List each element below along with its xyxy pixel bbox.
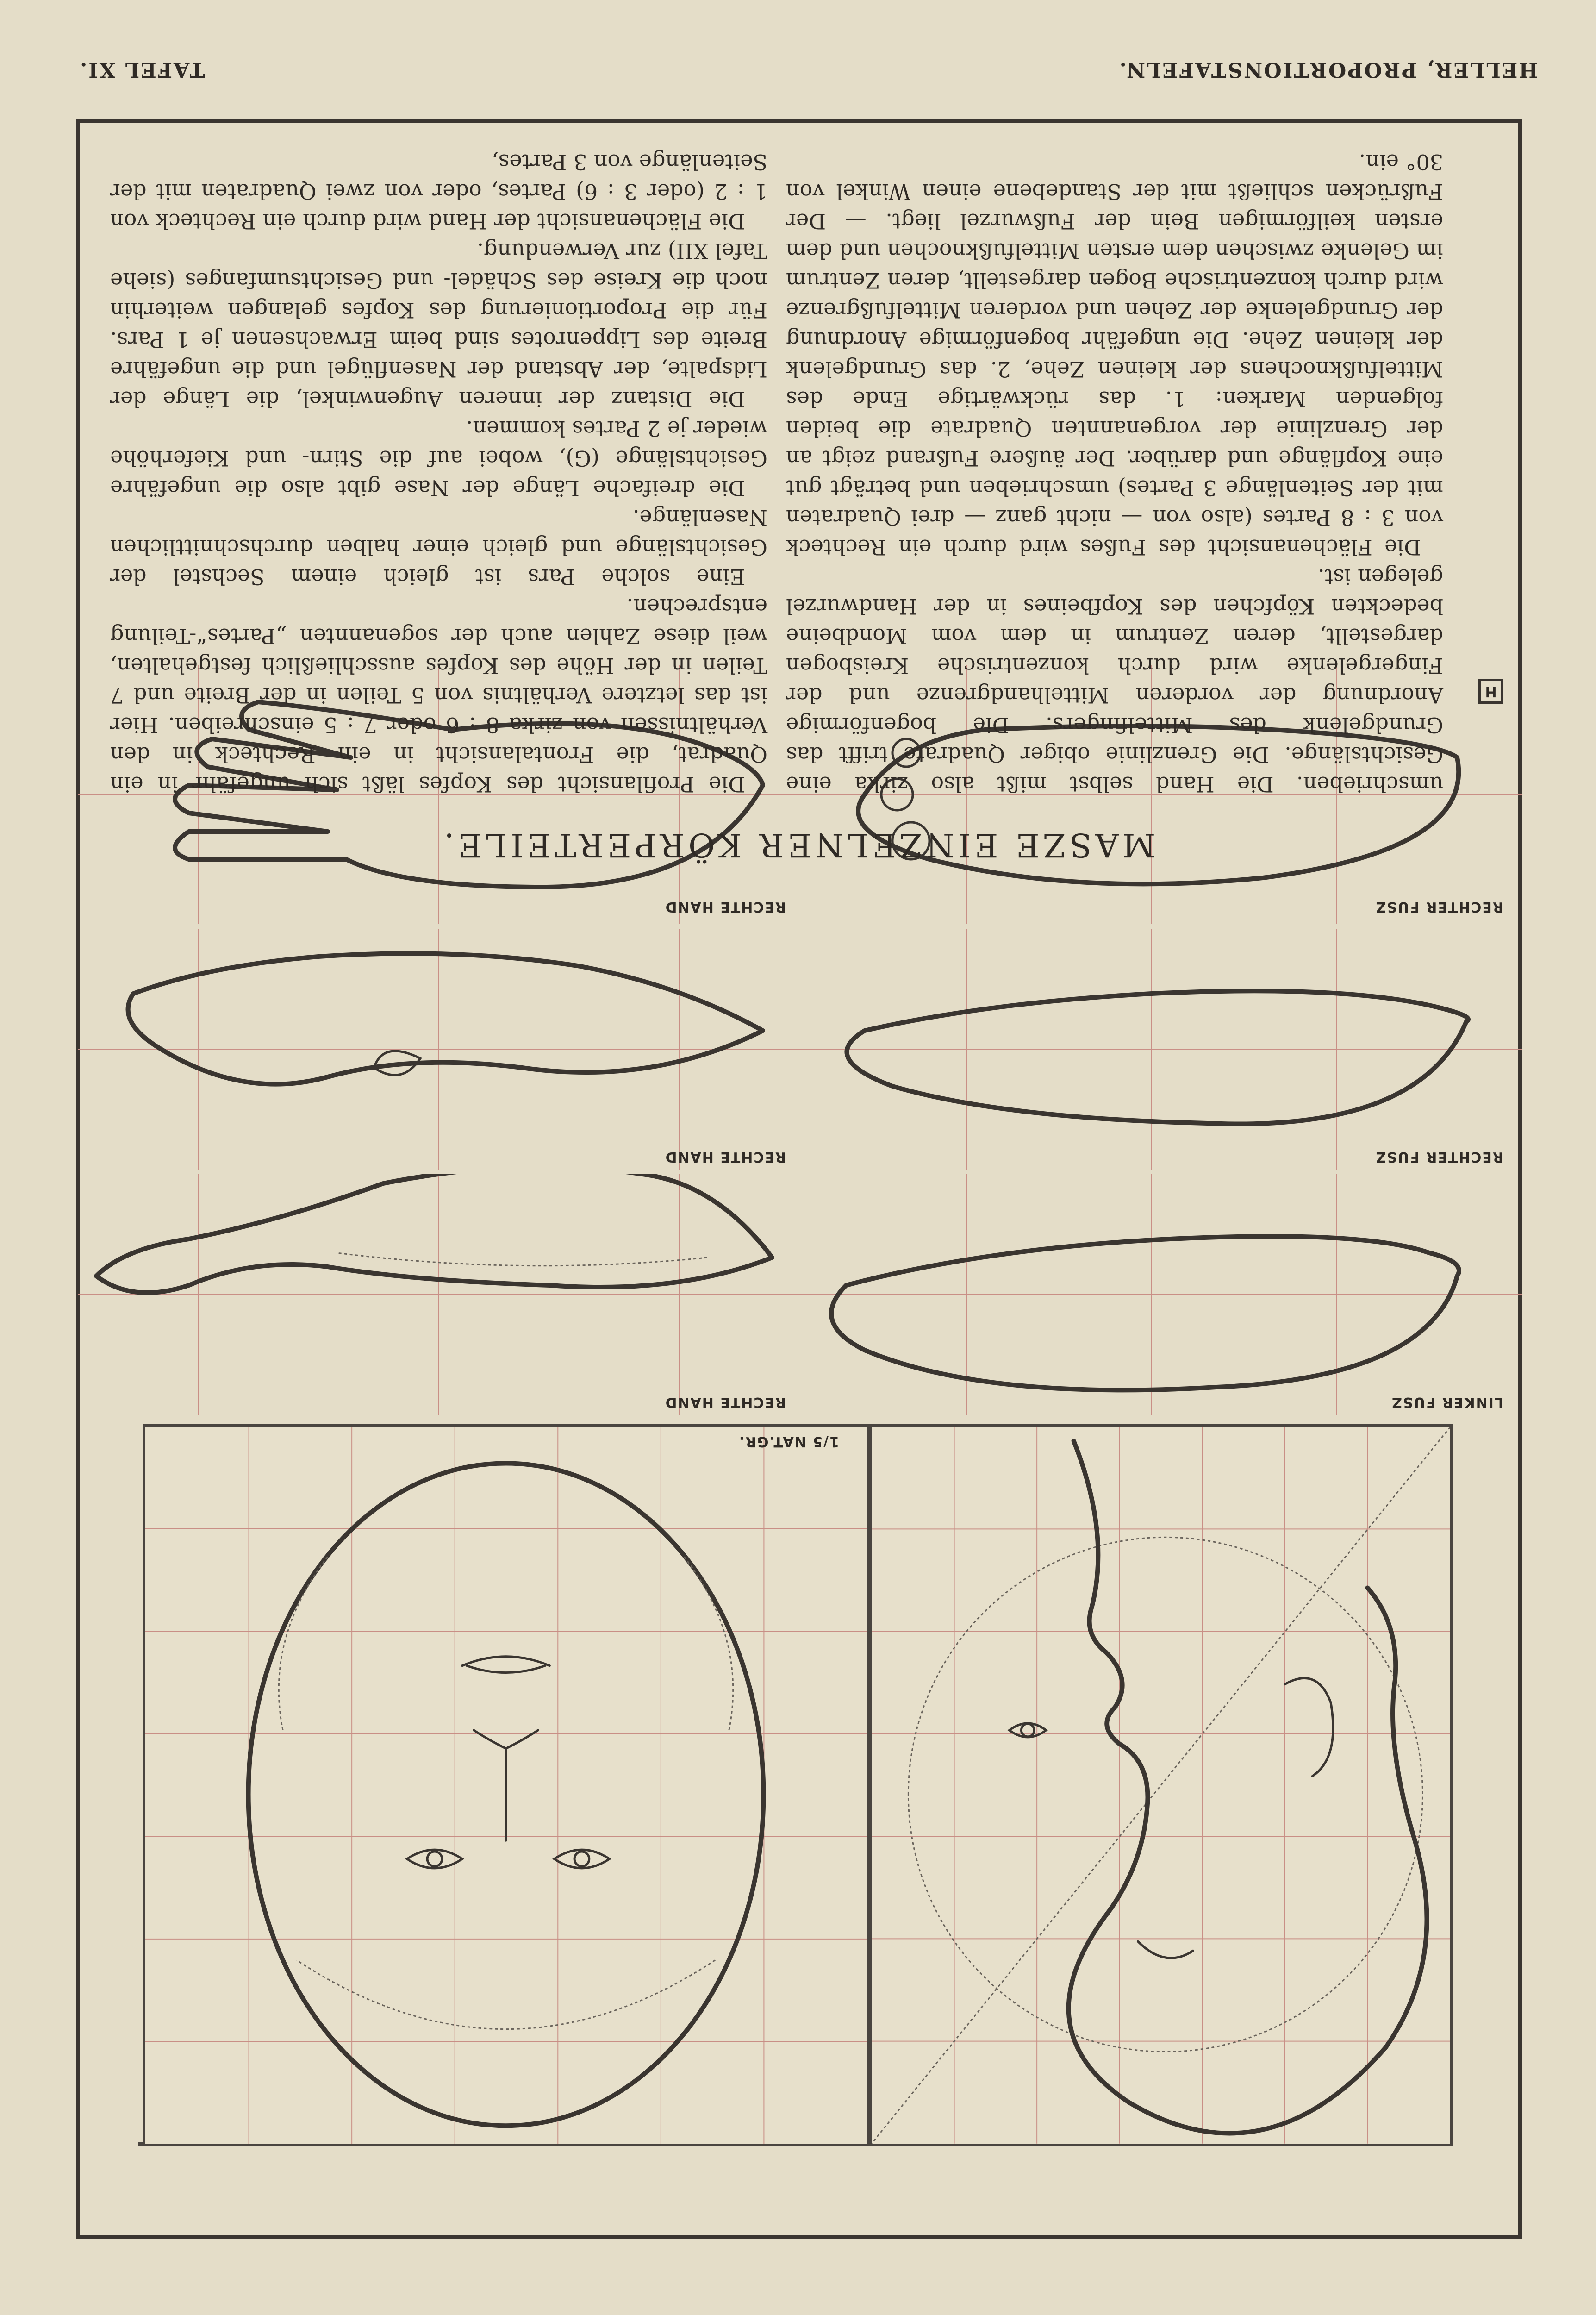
paragraph: Die dreifache Länge der Nase gibt also die ungefähre Gesichtslänge (G), wobei auf die Stirn- und Kieferhöhe wieder je 2 Partes kommen. bbox=[110, 416, 767, 501]
article-title: MASZE EINZELNER KÖRPERTEILE. bbox=[440, 826, 1156, 864]
text-column-left bbox=[110, 147, 767, 799]
paragraph: Die Flächenansicht des Fußes wird durch ein Rechteck von 3 : 8 Partes (also von — nicht ganz — drei Quadraten mit der Seitenlänge 3 Partes) umschrieben und beträgt gut eine Kopflänge und darüber. Der äußere Fußrand zeigt an der Grenzlinie der vorgenannten Quadrate die beiden folgenden Marken: 1. das rückwärtige Ende des Mittelfußknochens der kleinen Zehe, 2. das Grundgelenk der kleinen Zehe. Die ungefähr bogenförmige Anordnung der Grundgelenke der Zehen und vorderen Mittelfußgrenze wird durch konzentrische Bogen dargestellt, deren Zentrum im Gelenke zwischen dem ersten Mittelfußknochen und dem ersten keilförmigen Bein der Fußwurzel liegt. — Der Fußrücken schließt mit der Standebene einen Winkel von 30° ein. bbox=[786, 150, 1443, 560]
foot-figure-2 bbox=[800, 929, 1522, 1170]
paragraph: Eine solche Pars ist gleich einem Sechstel der Gesichtslänge und gleich einer halben durchschnittlichen Nasenlänge. bbox=[110, 505, 767, 589]
head-profile-drawing bbox=[872, 1427, 1450, 2144]
foot-drawing-2 bbox=[800, 929, 1522, 1170]
paragraph: Die Profilansicht des Kopfes läßt sich ungefähr in ein Quadrat, die Frontalansicht in ein Rechteck in den Verhältnissen von zirka 8 : 6 oder 7 : 5 einschreiben. Hier ist das letztere Verhältnis von 5 Teilen in der Breite und 7 Teilen in der Höhe des Kopfes ausschließlich festgehalten, weil diese Zahlen auch der sogenannten „Partes“-Teilung entsprechen. bbox=[110, 594, 767, 797]
foot-caption-3: RECHTER FUSZ bbox=[1375, 899, 1503, 915]
foot-caption-1: LINKER FUSZ bbox=[1391, 1394, 1503, 1410]
hand-caption-3: RECHTE HAND bbox=[664, 899, 786, 915]
plate-header-left: HELLER, PROPORTIONSTAFELN. bbox=[1118, 58, 1538, 81]
head-front-figure bbox=[143, 1424, 869, 2146]
head-profile-main bbox=[869, 1424, 1453, 2146]
foot-drawing-1 bbox=[800, 1174, 1522, 1415]
plate-number: TAFEL XI. bbox=[79, 58, 205, 81]
hand-drawing-1 bbox=[78, 1174, 800, 1415]
foot-figure-1 bbox=[800, 1174, 1522, 1415]
scale-label: 1/5 NAT.GR. bbox=[738, 1433, 839, 1450]
head-front-drawing bbox=[145, 1427, 867, 2144]
head-profile-figure bbox=[138, 2142, 143, 2146]
hand-drawing-2 bbox=[78, 929, 800, 1170]
hand-figure-1 bbox=[78, 1174, 800, 1415]
hand-caption-2: RECHTE HAND bbox=[664, 1149, 786, 1165]
hand-figure-2 bbox=[78, 929, 800, 1170]
paragraph: Die Flächenansicht der Hand wird durch ein Rechteck von 1 : 2 (oder 3 : 6) Partes, oder von zwei Quadraten mit der Seitenlänge von 3 Partes, bbox=[110, 150, 767, 234]
paragraph: umschrieben. Die Hand selbst mißt also zirka eine Gesichtslänge. Die Grenzlinie obiger Quadrate trifft das Grundgelenk des Mittelfingers. Die bogenförmige Anordnung der vorderen Mittelhandgrenze und der Fingergelenke wird durch konzentrische Kreisbogen dargestellt, deren Zentrum in dem vom Mondbeine bedeckten Köpfchen des Kopfbeines in der Handwurzel gelegen ist. bbox=[786, 564, 1443, 797]
foot-caption-2: RECHTER FUSZ bbox=[1375, 1149, 1503, 1165]
paragraph: Die Distanz der inneren Augenwinkel, die Länge der Lidspalte, der Abstand der Nasenflügel und die ungefähre Breite des Lippenrotes sind beim Erwachsenen je 1 Pars. Für die Proportionierung des Kopfes gelangen weiterhin noch die Kreise des Schädel- und Gesichtsumfanges (siehe Tafel XII) zur Verwendung. bbox=[110, 238, 767, 412]
monogram-mark: H bbox=[1478, 679, 1503, 704]
hand-caption-1: RECHTE HAND bbox=[664, 1394, 786, 1410]
text-column-right bbox=[786, 147, 1443, 799]
